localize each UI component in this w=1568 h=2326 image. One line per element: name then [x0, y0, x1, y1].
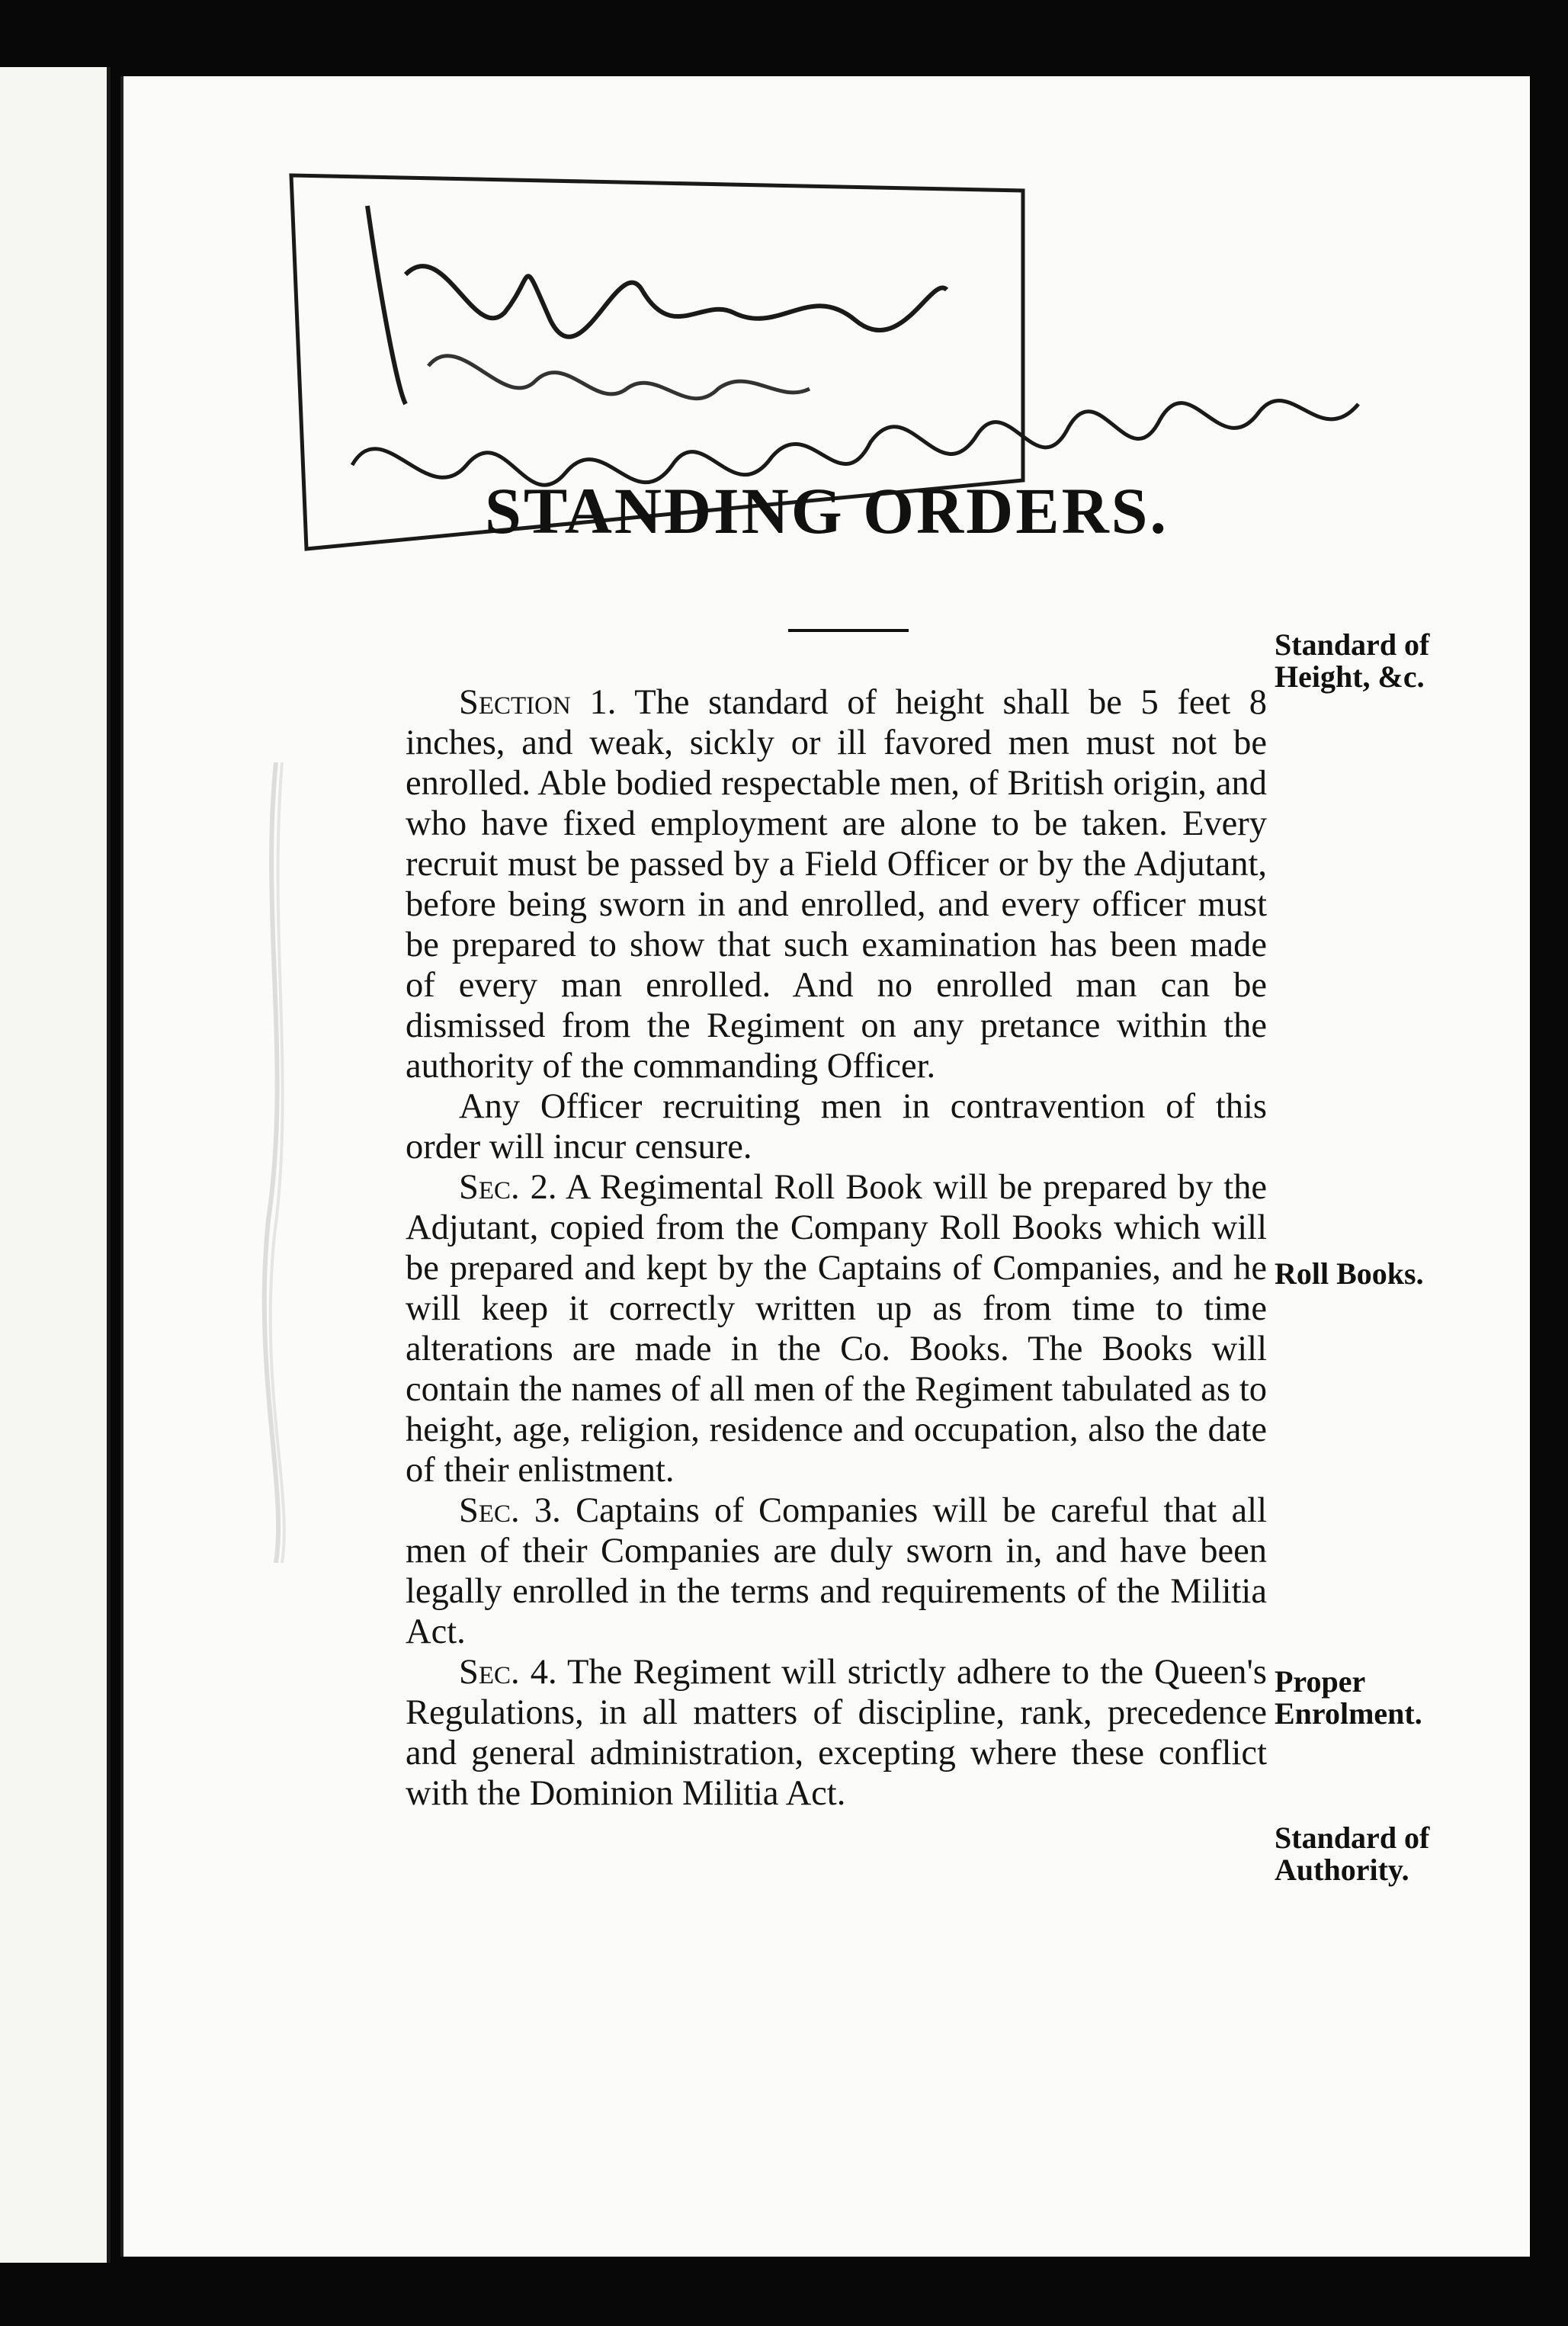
page-title: STANDING ORDERS. [485, 474, 1169, 547]
binding-thread-image [253, 762, 299, 1563]
section-4-text: The Regiment will strictly adhere to the Queen's Regulations, in all matters of discipline, rank, precedence and general administration, excepting where these conflict with the Dominion Militia Act. [406, 1653, 1268, 1813]
section-1-paragraph [406, 682, 1267, 1086]
section-3-number: 3. [534, 1491, 561, 1530]
section-4-number: 4. [530, 1653, 557, 1692]
standing-orders-body [406, 682, 1267, 1814]
section-2-text: A Regimental Roll Book will be prepared by the Adjutant, copied from the Company Roll Books which will be prepared and kept by the Captains of Companies, and he will keep it correctly written up as from time to time alterations are made in the Co. Books. The Books will contain the names of all men of the Regiment tabulated as to height, age, religion, residence and occupation, also the date of their enlistment. [406, 1168, 1268, 1490]
margin-note-roll-books: Roll Books. [1275, 1256, 1424, 1291]
section-2-paragraph [406, 1167, 1267, 1490]
section-1-text: The standard of height shall be 5 feet 8 inches, and weak, sickly or ill favored men must not be enrolled. Able bodied respectable men, of British origin, and who have fixed employment are alone to be taken. Every recruit must be passed by a Field Officer or by the Adjutant, before being sworn in and enrolled, and every officer must be prepared to show that such examination has been made of every man enrolled. And no enrolled man can be dismissed from the Regiment on any pretance within the authority of the commanding Officer. [406, 683, 1268, 1086]
section-2-number: 2. [530, 1168, 557, 1207]
section-4-label: Sec. [459, 1653, 520, 1692]
section-1-number: 1. [589, 683, 617, 722]
section-1-label: Section [459, 683, 571, 722]
title-divider [788, 629, 909, 632]
margin-note-standard-of-height: Standard of Height, &c. [1275, 627, 1430, 694]
margin-note-standard-of-authority: Standard of Authority. [1275, 1821, 1430, 1887]
section-1-addendum-text: Any Officer recruiting men in contravention of this order will incur censure. [406, 1087, 1267, 1166]
section-1-addendum [406, 1086, 1267, 1167]
section-3-label: Sec. [459, 1491, 520, 1530]
section-2-label: Sec. [459, 1168, 520, 1207]
facing-page-edge [0, 67, 111, 2263]
section-3-paragraph [406, 1490, 1267, 1652]
section-3-text: Captains of Companies will be careful that all men of their Companies are duly sworn in, and have been legally enrolled in the terms and requirements of the Militia Act. [406, 1491, 1268, 1651]
margin-note-proper-enrolment: Proper Enrolment. [1275, 1664, 1422, 1731]
document-page [120, 76, 1530, 2257]
section-4-paragraph [406, 1652, 1267, 1814]
